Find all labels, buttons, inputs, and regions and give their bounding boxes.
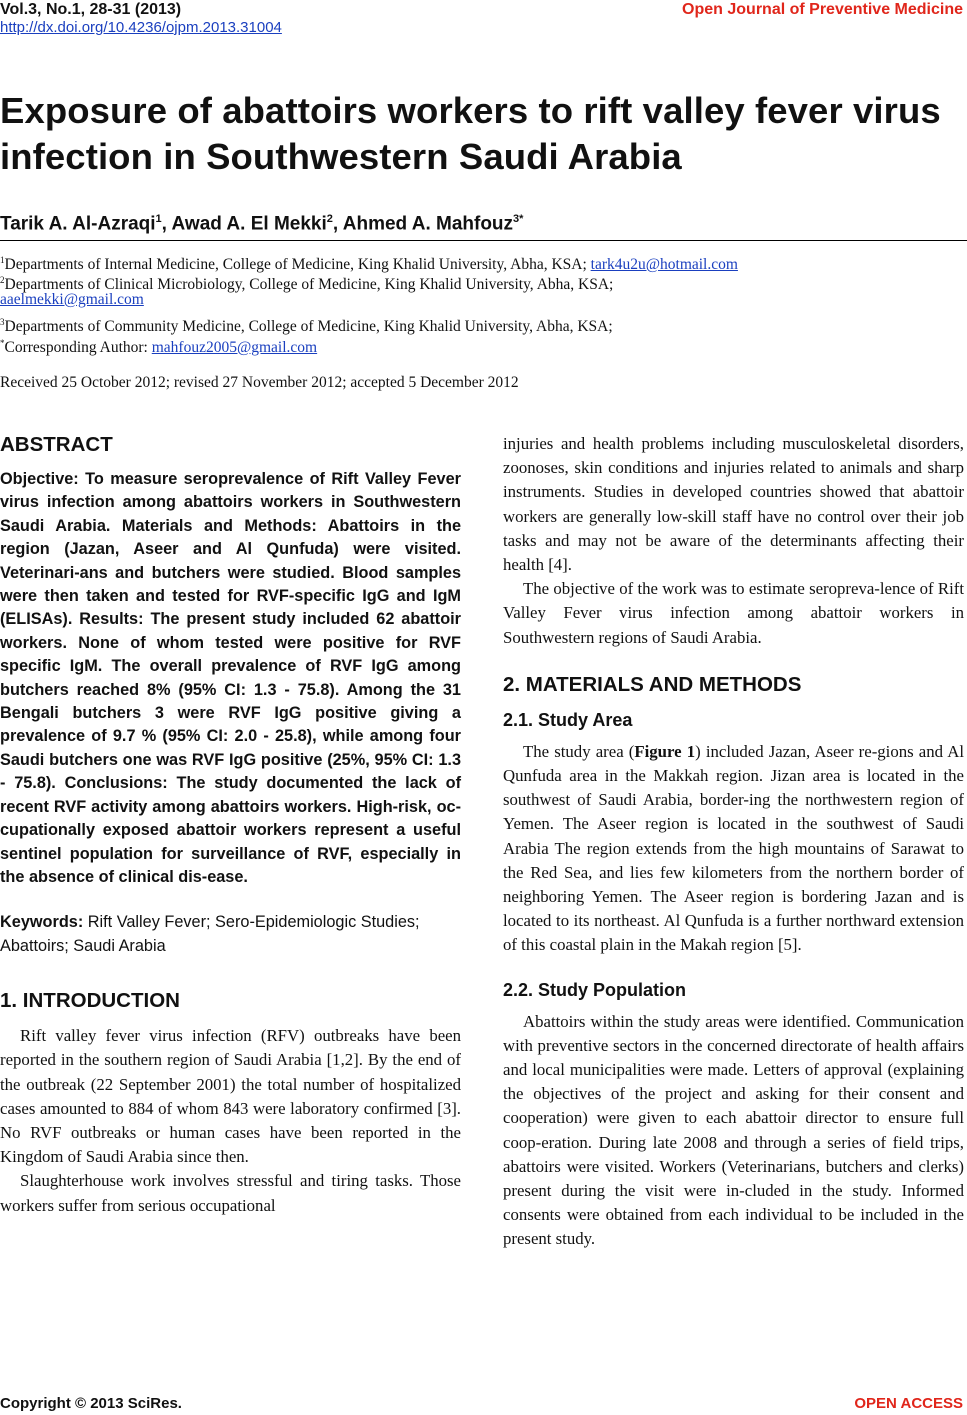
- title-divider: [0, 240, 967, 241]
- paragraph: Abattoirs within the study areas were identified. Communication with preventive sectors in the concerned directorate of health affairs and local municipalities were made. Letters of approval (explaining the objectives of the project and asking for their consent and cooperation) were given to each abattoir director to ensure full coop-eration. During late 2008 and through a series of field trips, abattoirs were visited. Workers (Veterinarians, butchers and clerks) present during the visit were in-cluded in the study. Informed consents were obtained from each individual to be included in the present study.: [503, 1011, 964, 1249]
- email-link[interactable]: tark4u2u@hotmail.com: [590, 256, 738, 274]
- email-link[interactable]: aaelmekki@gmail.com: [0, 291, 144, 308]
- email-link[interactable]: mahfouz2005@gmail.com: [151, 339, 318, 357]
- author-affiliation-mark: 3*: [513, 213, 524, 225]
- right-column: [503, 432, 964, 1252]
- abstract-text: Objective: To measure seroprevalence of Rift Valley Fever virus infection among abattoirs workers in Southwestern Saudi Arabia. Materials and Methods: Abattoirs in the region (Jazan, Aseer and Al Qunfuda) were visited. Veterinari-ans and butchers were studied. Blood samples were then taken and tested for RVF-specific IgG and IgM (ELISAs). Results: The present study included 62 abattoir workers. None of whom tested were positive for RVF specific IgM. The overall prevalence of RVF IgG among butchers reached 8% (95% CI: 1.3 - 75.8). Among the 31 Bengali butchers 3 were RVF IgG positive giving a prevalence of 9.7 % (95% CI: 2.0 - 25.8), while among four Saudi butchers one was RVF IgG positive (25%, 95% CI: 1.3 - 75.8). Conclusions: The study documented the lack of recent RVF activity among abattoirs workers. High-risk, oc-cupationally exposed abattoir workers represent a useful sentinel population for surveillance of RVF, especially in the absence of clinical dis-ease.: [0, 470, 461, 886]
- corresponding-author: *Corresponding Author: mahfouz2005@gmail.com: [0, 338, 318, 357]
- keywords: [0, 911, 461, 958]
- paragraph: The objective of the work was to estimate seropreva-lence of Rift Valley Fever virus infection among abattoir workers in Southwestern regions of Saudi Arabia.: [503, 579, 964, 647]
- doi-link[interactable]: http://dx.doi.org/10.4236/ojpm.2013.31004: [0, 19, 282, 36]
- author-affiliation-mark: 2: [326, 213, 333, 225]
- left-column: [0, 430, 461, 1218]
- affiliation-2: $^2$Departments of Clinical Microbiology, College of Medicine, King Khalid University, Abha, KSA;: [0, 275, 614, 294]
- paragraph: injuries and health problems including musculoskeletal disorders, zoonoses, skin conditions and injuries related to animals and sharp instruments. Studies in developed countries showed that abattoir workers are generally low-skill staff have no control over their job tasks and may not be aware of the determinants affecting their health [4].: [503, 434, 964, 575]
- keywords-label: Keywords:: [0, 913, 84, 932]
- author-name: Tarik A. Al-Azraqi: [0, 213, 156, 235]
- author-name: Awad A. El Mekki: [171, 213, 327, 235]
- affiliation-2-email: [0, 290, 144, 310]
- section-heading-introduction: 1. INTRODUCTION: [0, 989, 180, 1013]
- paragraph: The study area (Figure 1) included Jazan, Aseer re-gions and Al Qunfuda area in the Makkah region. Jizan area is located in the southwest of Saudi Arabia, border-ing the northwestern region of Yemen. The Aseer region is located in the southwest of Saudi Arabia The region extends from the high mountains of Sarawat to the Red Sea, and lies few kilometers from the northern border of neighboring Yemen. The Aseer region is bordering Jazan and is located to its northeast. Al Qunfuda is a further northward extension of this coastal plain in the Makah region [5].: [503, 741, 964, 955]
- copyright-notice: Copyright © 2013 SciRes.: [0, 1395, 182, 1412]
- paper-title: Exposure of abattoirs workers to rift valley fever virus infection in Southwestern Saudi Arabia: [0, 90, 941, 177]
- journal-name: Open Journal of Preventive Medicine: [682, 1, 963, 18]
- subsection-heading-study-population: 2.2. Study Population: [503, 979, 687, 1000]
- figure-reference: Figure 1: [634, 741, 696, 761]
- received-dates: Received 25 October 2012; revised 27 November 2012; accepted 5 December 2012: [0, 374, 519, 391]
- author-list: Tarik A. Al-Azraqi$^1$, Awad A. El Mekki$^2$, Ahmed A. Mahfouz$^{3*}$: [0, 213, 524, 235]
- paragraph: Rift valley fever virus infection (RFV) outbreaks have been reported in the southern region of Saudi Arabia [1,2]. By the end of the outbreak (22 September 2001) the total number of hospitalized cases amounted to 884 of whom 843 were laboratory confirmed [3]. No RVF outbreaks or human cases have been reported in the Kingdom of Saudi Arabia since then.: [0, 1026, 461, 1167]
- subsection-heading-study-area: 2.1. Study Area: [503, 709, 633, 730]
- author-affiliation-mark: 1: [155, 213, 162, 225]
- journal-issue: Vol.3, No.1, 28-31 (2013): [0, 1, 182, 18]
- open-access-label: OPEN ACCESS: [854, 1395, 963, 1412]
- affiliation-1: $^1$Departments of Internal Medicine, College of Medicine, King Khalid University, Abha, KSA; tark4u2u@hotmail.com: [0, 255, 738, 274]
- keywords-list: Rift Valley Fever; Sero-Epidemiologic Studies; Abattoirs; Saudi Arabia: [0, 913, 420, 955]
- section-heading-methods: 2. MATERIALS AND METHODS: [503, 672, 802, 696]
- abstract-heading: ABSTRACT: [0, 433, 113, 456]
- affiliation-3: $^3$Departments of Community Medicine, College of Medicine, King Khalid University, Abha, KSA;: [0, 317, 613, 336]
- author-name: Ahmed A. Mahfouz: [342, 213, 514, 235]
- paragraph: Slaughterhouse work involves stressful and tiring tasks. Those workers suffer from serious occupational: [0, 1171, 461, 1215]
